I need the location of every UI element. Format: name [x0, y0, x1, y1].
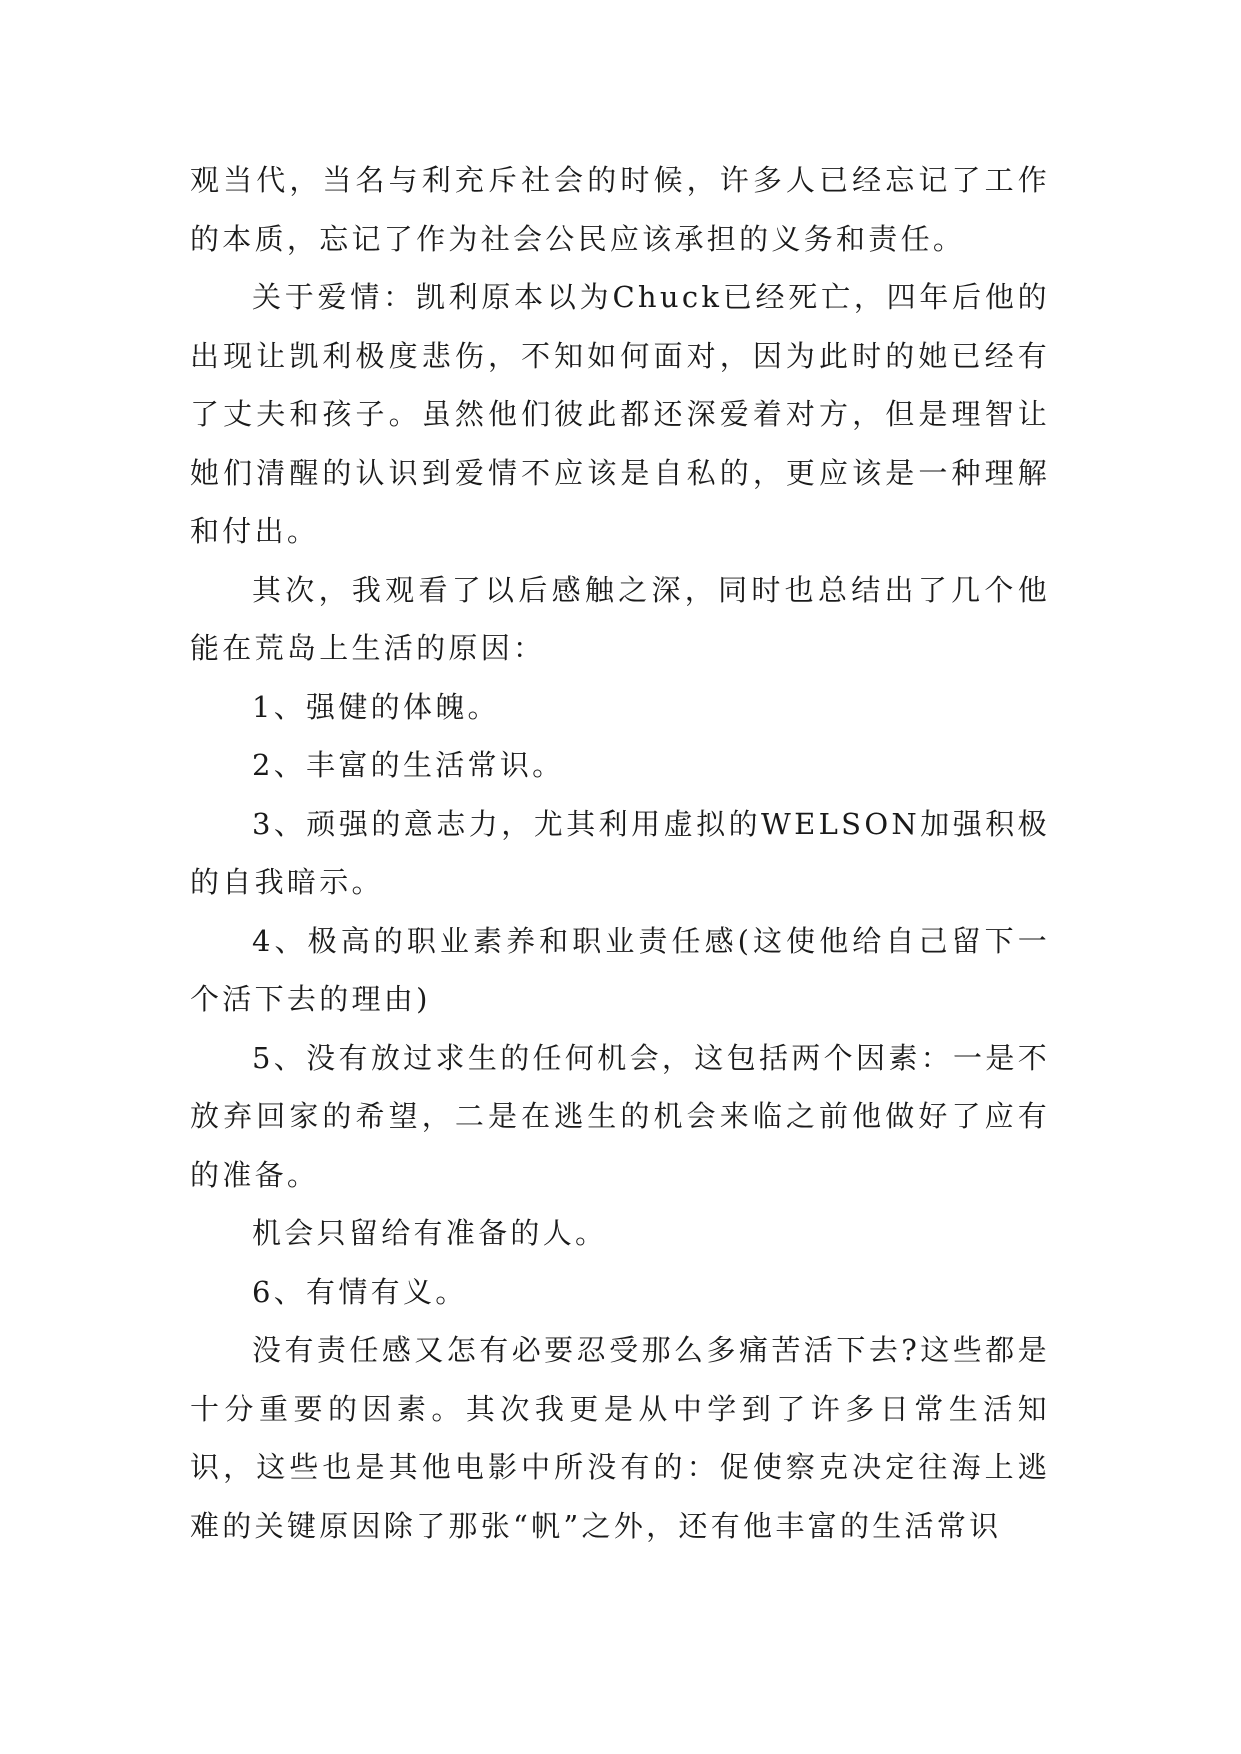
list-item: 1、强健的体魄。: [252, 689, 500, 724]
paragraph: 关于爱情：凯利原本以为Chuck已经死亡，四年后他的出现让凯利极度悲伤，不知如何面对，因为此时的她已经有了丈夫和孩子。虽然他们彼此都还深爱着对方，但是理智让她们清醒的认识到爱情不应该是自私的，更应该是一种理解和付出。: [190, 280, 1050, 548]
paragraph: 机会只留给有准备的人。: [252, 1216, 608, 1250]
paragraph: 没有责任感又怎有必要忍受那么多痛苦活下去?这些都是十分重要的因素。其次我更是从中学到了许多日常生活知识，这些也是其他电影中所没有的：促使察克决定往海上逃难的关键原因除了那张“帆”之外，还有他丰富的生活常识: [190, 1333, 1050, 1543]
paragraph: 其次，我观看了以后感触之深，同时也总结出了几个他能在荒岛上生活的原因：: [190, 572, 1050, 665]
list-item: 2、丰富的生活常识。: [252, 748, 565, 782]
list-item: 6、有情有义。: [252, 1274, 468, 1309]
document-body: [190, 151, 1050, 1555]
list-item: 5、没有放过求生的任何机会，这包括两个因素：一是不放弃回家的希望，二是在逃生的机会来临之前他做好了应有的准备。: [190, 1040, 1050, 1192]
list-item: 4、极高的职业素养和职业责任感(这使他给自己留下一个活下去的理由): [190, 923, 1050, 1016]
list-item: 3、顽强的意志力，尤其利用虚拟的WELSON加强积极的自我暗示。: [190, 806, 1050, 899]
paragraph: 观当代，当名与利充斥社会的时候，许多人已经忘记了工作的本质，忘记了作为社会公民应该承担的义务和责任。: [190, 163, 1050, 256]
